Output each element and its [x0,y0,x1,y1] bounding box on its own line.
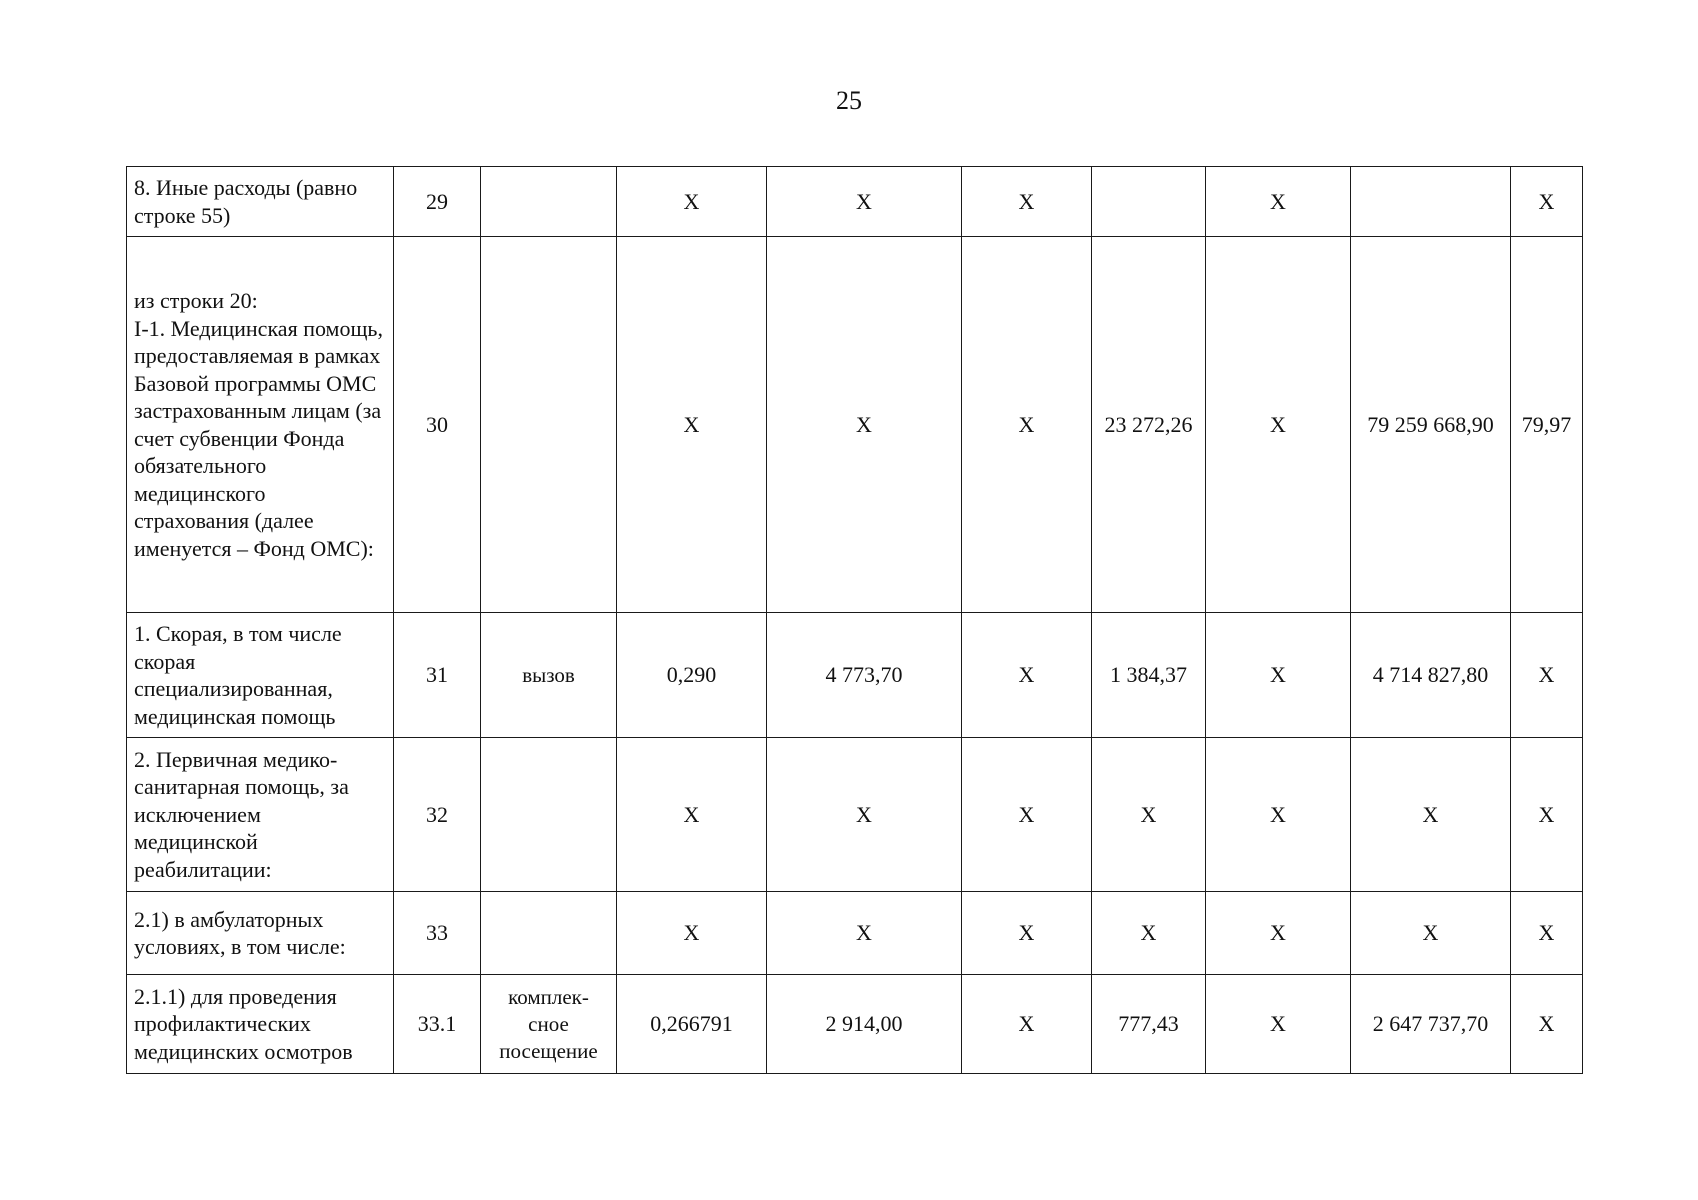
row-cell: Х [1351,738,1511,892]
row-unit [481,975,617,1074]
table-row [127,167,1583,237]
row-label [127,237,394,613]
row-unit: вызов [481,613,617,738]
row-cell: Х [1206,892,1351,975]
row-cell: Х [1092,738,1206,892]
expenditure-table [126,166,1583,1074]
row-cell: 79,97 [1511,237,1583,613]
row-unit [481,237,617,613]
row-cell: Х [617,892,767,975]
row-unit-text: комплек- сное посещение [499,984,598,1063]
page-number: 25 [836,86,862,115]
row-cell: Х [767,237,962,613]
row-unit [481,738,617,892]
row-cell: Х [767,892,962,975]
row-cell: Х [1511,613,1583,738]
row-label: 2. Первичная медико-санитарная помощь, за исключением медицинской реабилитации: [127,738,394,892]
row-cell: Х [962,237,1092,613]
row-cell: Х [1206,975,1351,1074]
row-label: 1. Скорая, в том числе скорая специализированная, медицинская помощь [127,613,394,738]
row-cell: Х [1206,738,1351,892]
row-line-number: 32 [394,738,481,892]
row-cell: 79 259 668,90 [1351,237,1511,613]
row-cell: Х [1351,892,1511,975]
row-cell: Х [1511,738,1583,892]
row-label: 2.1.1) для проведения профилактических медицинских осмотров [127,975,394,1074]
row-cell: 0,266791 [617,975,767,1074]
row-cell: Х [1206,237,1351,613]
row-label: 2.1) в амбулаторных условиях, в том числе: [127,892,394,975]
row-cell: Х [1092,892,1206,975]
row-cell: Х [962,167,1092,237]
row-unit [481,892,617,975]
row-cell: Х [1511,892,1583,975]
row-cell: 4 773,70 [767,613,962,738]
row-line-number: 33 [394,892,481,975]
row-line-number: 30 [394,237,481,613]
table-row [127,237,1583,613]
row-line-number: 29 [394,167,481,237]
row-cell: Х [1511,167,1583,237]
table-row [127,975,1583,1074]
row-cell: Х [767,738,962,892]
row-cell: Х [617,738,767,892]
row-unit [481,167,617,237]
row-cell: Х [617,167,767,237]
row-cell [1351,167,1511,237]
row-cell: Х [617,237,767,613]
row-cell [1092,167,1206,237]
table-row [127,892,1583,975]
row-line-number: 33.1 [394,975,481,1074]
row-cell: Х [1206,613,1351,738]
row-line-number: 31 [394,613,481,738]
row-cell: 1 384,37 [1092,613,1206,738]
row-cell: Х [962,892,1092,975]
row-cell: 2 647 737,70 [1351,975,1511,1074]
row-cell: Х [1206,167,1351,237]
row-cell: Х [962,738,1092,892]
row-cell: Х [1511,975,1583,1074]
row-cell: 0,290 [617,613,767,738]
row-label-text: из строки 20: I-1. Медицинская помощь, предоставляемая в рамках Базовой программы ОМС застрахованным лицам (за счет субвенции Фонда обязательного медицинского страхования (далее именуется – Фонд ОМС): [134,288,383,561]
row-cell: 4 714 827,80 [1351,613,1511,738]
row-cell: Х [962,975,1092,1074]
row-cell: 2 914,00 [767,975,962,1074]
row-cell: 777,43 [1092,975,1206,1074]
table-row [127,613,1583,738]
row-cell: 23 272,26 [1092,237,1206,613]
table-row [127,738,1583,892]
row-cell: Х [767,167,962,237]
row-cell: Х [962,613,1092,738]
row-label: 8. Иные расходы (равно строке 55) [127,167,394,237]
